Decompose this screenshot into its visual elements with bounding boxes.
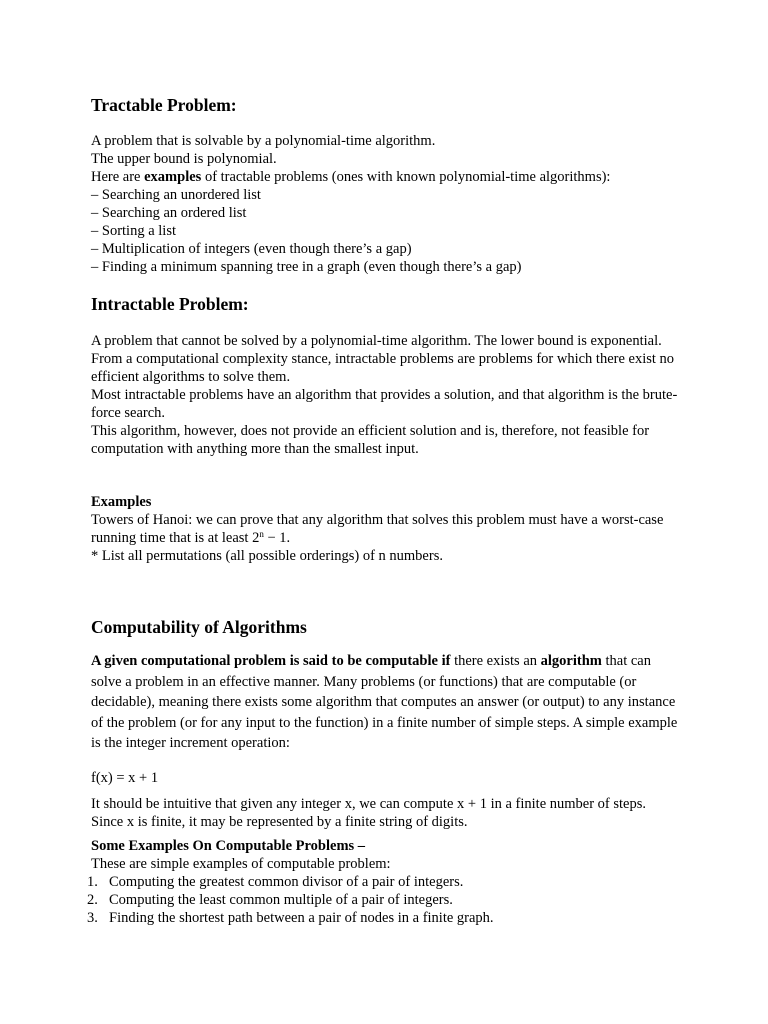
intuitive-paragraph: It should be intuitive that given any integer x, we can compute x + 1 in a finite number of steps. Since x is finite, it may be represented by a finite string of digits. — [91, 796, 647, 830]
list-text: Computing the least common multiple of a pair of integers. — [109, 892, 453, 908]
examples-intro-bold: examples — [144, 169, 202, 185]
some-examples-intro: These are simple examples of computable problem: — [91, 856, 391, 872]
intro-rest: that can solve a problem in an effective manner. Many problems (or functions) that are computable (or decidable), meaning there exists some algorithm that computes an answer (or output) to any instance of the problem (or for any input to the function) in a finite number of simple steps. A simple example is the integer increment operation: — [91, 653, 678, 751]
intro-mid: there exists an — [454, 653, 541, 669]
permutations-example: * List all permutations (all possible orderings) of n numbers. — [91, 548, 443, 564]
list-item: – Searching an ordered list — [91, 205, 247, 221]
examples-intro-post: of tractable problems (ones with known polynomial-time algorithms): — [201, 169, 611, 185]
list-item: – Sorting a list — [91, 223, 176, 239]
intractable-feasibility: This algorithm, however, does not provide an efficient solution and is, therefore, not feasible for computation with anything more than the smallest input. — [91, 423, 650, 457]
intractable-brute-force: Most intractable problems have an algorithm that provides a solution, and that algorithm is the brute-force search. — [91, 387, 678, 421]
hanoi-text: Towers of Hanoi: we can prove that any algorithm that solves this problem must have a worst-case running time that is at least 2 — [91, 512, 664, 546]
list-item — [87, 909, 691, 927]
intractable-heading: Intractable Problem: — [91, 294, 249, 314]
list-item: – Finding a minimum spanning tree in a graph (even though there’s a gap) — [91, 259, 522, 275]
tractable-body — [91, 132, 691, 276]
examples-heading: Examples — [91, 494, 152, 510]
tractable-upper-bound: The upper bound is polynomial. — [91, 151, 277, 167]
formula: f(x) = x + 1 — [91, 770, 159, 786]
list-text: Computing the greatest common divisor of a pair of integers. — [109, 874, 464, 890]
towers-of-hanoi-example — [91, 511, 671, 547]
list-number: 1. — [87, 874, 98, 890]
list-item: – Searching an unordered list — [91, 187, 261, 203]
computability-heading: Computability of Algorithms — [91, 617, 307, 637]
tractable-examples-intro — [91, 168, 691, 186]
some-examples-heading: Some Examples On Computable Problems – — [91, 838, 366, 854]
hanoi-exponent: n — [259, 529, 264, 539]
list-item — [87, 873, 691, 891]
intro-bold-algorithm: algorithm — [540, 653, 602, 669]
intractable-body — [91, 332, 686, 458]
intractable-examples — [91, 493, 671, 565]
hanoi-text-end: − 1. — [263, 530, 291, 546]
list-number: 3. — [87, 910, 98, 926]
numbered-list — [87, 873, 691, 927]
tractable-definition: A problem that is solvable by a polynomial-time algorithm. — [91, 133, 436, 149]
tractable-heading: Tractable Problem: — [91, 95, 237, 115]
intro-bold-phrase: A given computational problem is said to be computable if — [91, 653, 455, 669]
intractable-complexity: From a computational complexity stance, intractable problems are problems for which there exist no efficient algorithms to solve them. — [91, 351, 675, 385]
list-text: Finding the shortest path between a pair of nodes in a finite graph. — [109, 910, 494, 926]
examples-intro-pre: Here are — [91, 169, 145, 185]
intractable-definition: A problem that cannot be solved by a polynomial-time algorithm. The lower bound is exponential. — [91, 333, 662, 349]
list-item — [87, 891, 691, 909]
list-item: – Multiplication of integers (even though there’s a gap) — [91, 241, 412, 257]
computability-intro — [91, 651, 681, 754]
computable-examples — [87, 837, 691, 927]
list-number: 2. — [87, 892, 98, 908]
